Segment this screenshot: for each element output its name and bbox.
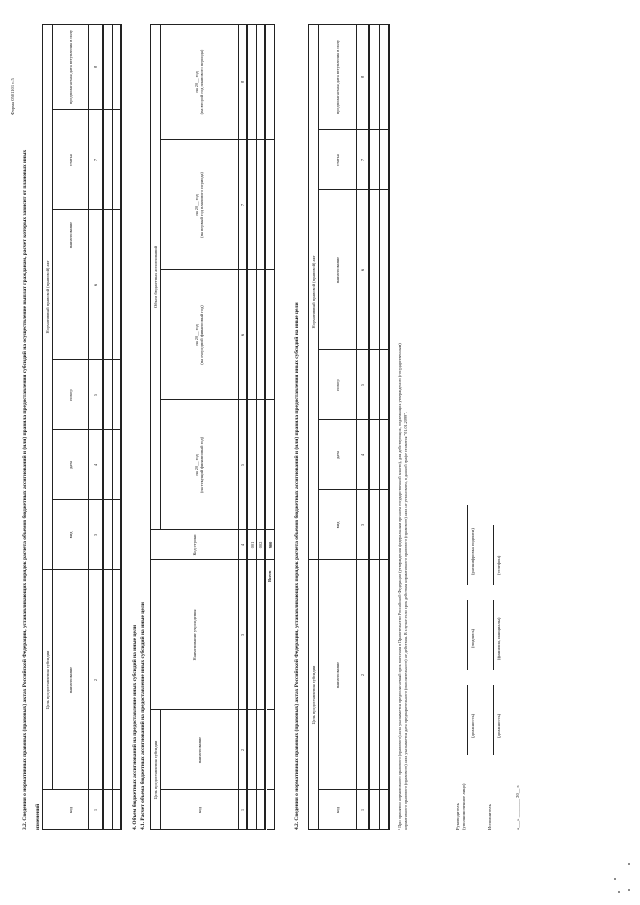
col-npa-42: Нормативный правовой (правовой) акт — [310, 255, 316, 329]
col-year-2 — [160, 270, 238, 400]
total-label: Всего — [267, 570, 272, 582]
phone-caption: (телефон) — [496, 555, 501, 575]
col-goal: Цель предоставления субсидии — [44, 650, 50, 710]
scan-artifact — [618, 891, 620, 893]
col-code-42: код — [334, 806, 340, 814]
num-2-42: 2 — [359, 673, 365, 677]
col-number-42: номер — [334, 379, 340, 391]
col-volume: Объем бюджетных ассигнований — [152, 246, 158, 308]
table-4-1 — [150, 24, 275, 830]
total-code: 900 — [267, 541, 273, 549]
num-1: 1 — [92, 808, 98, 812]
signature-block — [455, 410, 595, 830]
col-code-4: код — [196, 806, 202, 814]
num-7: 7 — [92, 158, 98, 162]
num-6-42: 6 — [359, 268, 365, 272]
num-1-42: 1 — [359, 808, 365, 812]
col-deadline-42: предполагаемая дата вступления в силу — [334, 39, 340, 115]
num-6-4: 6 — [239, 333, 245, 337]
table-4-2 — [308, 24, 390, 830]
form-code: Форма 0501101 с.5 — [10, 78, 15, 115]
col-year-4 — [160, 24, 238, 140]
footnote-line-2: нормативного правового (правового) акта указывается дата предварительного (окончательного) не действия. В случае если срок действия нормативного правового (правового) акта не установлен, в данной графе ставится "01.01.2099". — [403, 412, 408, 830]
executor-label: Исполнитель — [487, 804, 492, 830]
table-3-2 — [42, 24, 122, 830]
col-row-code: Код строки — [191, 534, 197, 556]
section-4-title: 4. Объем бюджетных ассигнований на предоставление иных субсидий на иные цели — [132, 625, 138, 830]
col-npa-name-42: наименование — [334, 256, 340, 284]
num-5: 5 — [92, 393, 98, 397]
col-date: дата — [67, 461, 73, 469]
year-4-label: на 20__ год — [194, 71, 199, 93]
num-2-4: 2 — [239, 748, 245, 752]
executor-name-caption: (фамилия, инициалы) — [496, 617, 501, 660]
col-year-1 — [160, 400, 238, 530]
year-4-note: (на второй год планового периода) — [199, 49, 204, 115]
signature-caption: (подпись) — [470, 628, 475, 648]
year-3-note: (на первый год планового периода) — [199, 172, 204, 238]
row-code-001: 001 — [249, 541, 255, 549]
num-4-4: 4 — [239, 543, 245, 547]
col-article: статья — [67, 154, 73, 166]
section-4-1-title: 4.1. Расчет объема бюджетных ассигнований на предоставление иных субсидий на иные цели — [140, 602, 146, 830]
num-2: 2 — [92, 678, 98, 682]
col-deadline: предполагаемая дата вступления в силу — [67, 29, 73, 105]
num-1-4: 1 — [239, 808, 245, 812]
head-label: Руководитель — [455, 803, 460, 830]
num-8-42: 8 — [359, 75, 365, 79]
col-code: код — [67, 806, 73, 814]
num-4-42: 4 — [359, 453, 365, 457]
full-name-caption: (расшифровка подписи) — [470, 528, 475, 575]
row-code-002: 002 — [257, 541, 263, 549]
num-6: 6 — [92, 283, 98, 287]
col-type-42: вид — [334, 521, 340, 529]
date-line: «___» ________ 20__ г. — [515, 784, 520, 830]
num-3-4: 3 — [239, 633, 245, 637]
num-3: 3 — [92, 533, 98, 537]
num-8: 8 — [92, 65, 98, 69]
col-npa: Нормативный правовой (правовой) акт — [44, 260, 50, 334]
col-name-42: наименование — [334, 661, 340, 689]
section-3-2-title-cont: изменений — [35, 803, 41, 830]
col-institution: Наименование учреждения — [191, 609, 197, 661]
scan-artifact — [628, 863, 630, 865]
scan-artifact — [628, 889, 630, 891]
year-3-label: на 20__ год — [194, 194, 199, 216]
num-8-4: 8 — [239, 80, 245, 84]
num-5-42: 5 — [359, 383, 365, 387]
col-year-3 — [160, 140, 238, 270]
year-1-label: на 20__ год — [194, 454, 199, 476]
num-4: 4 — [92, 463, 98, 467]
col-goal-4: Цель предоставления субсидии — [152, 740, 158, 800]
num-5-4: 5 — [239, 463, 245, 467]
num-7-4: 7 — [239, 203, 245, 207]
head-sub: (уполномоченное лицо) — [461, 783, 466, 830]
col-type: вид — [67, 531, 73, 539]
col-number: номер — [67, 389, 73, 401]
section-4-2-title: 4.2. Сведения о нормативных правовых (правовых) актах Российской Федерации, устанавливающих порядок расчета объемов бюджетных ассигнований и (или) правила предоставления иных субсидий на иные цели — [294, 302, 300, 830]
position-caption: (должность) — [470, 713, 475, 738]
section-3-2-title: 3.2. Сведения о нормативных правовых (правовых) актах Российской Федерации, устанавливающих порядок расчета объемов бюджетных ассигнований и (или) правила предоставления субсидий на осуществление выплат гражданам, расчет которых зависит от плановых иных — [22, 149, 28, 830]
col-npa-name: наименование — [67, 221, 73, 249]
executor-position-caption: (должность) — [496, 713, 501, 738]
year-2-label: на 20__ год — [194, 324, 199, 346]
col-name-4: наименование — [196, 736, 202, 764]
num-3-42: 3 — [359, 523, 365, 527]
footnote-line-1: ¹ При принятии нормативного правового (правового) акта указывается предполагаемый срок внесения в Правительство Российской Федерации (утверждения федеральным органом государственной власти), для действующих, подлежащих утверждению (государственным) — [397, 343, 402, 830]
col-goal-42: Цель предоставления субсидии — [310, 665, 316, 725]
year-1-note: (на текущий финансовый год) — [199, 436, 204, 494]
col-date-42: дата — [334, 451, 340, 459]
col-article-42: статья — [334, 154, 340, 166]
num-7-42: 7 — [359, 158, 365, 162]
col-name: наименование — [67, 666, 73, 694]
year-2-note: (на очередной финансовый год) — [199, 305, 204, 365]
scan-artifact — [614, 878, 616, 880]
